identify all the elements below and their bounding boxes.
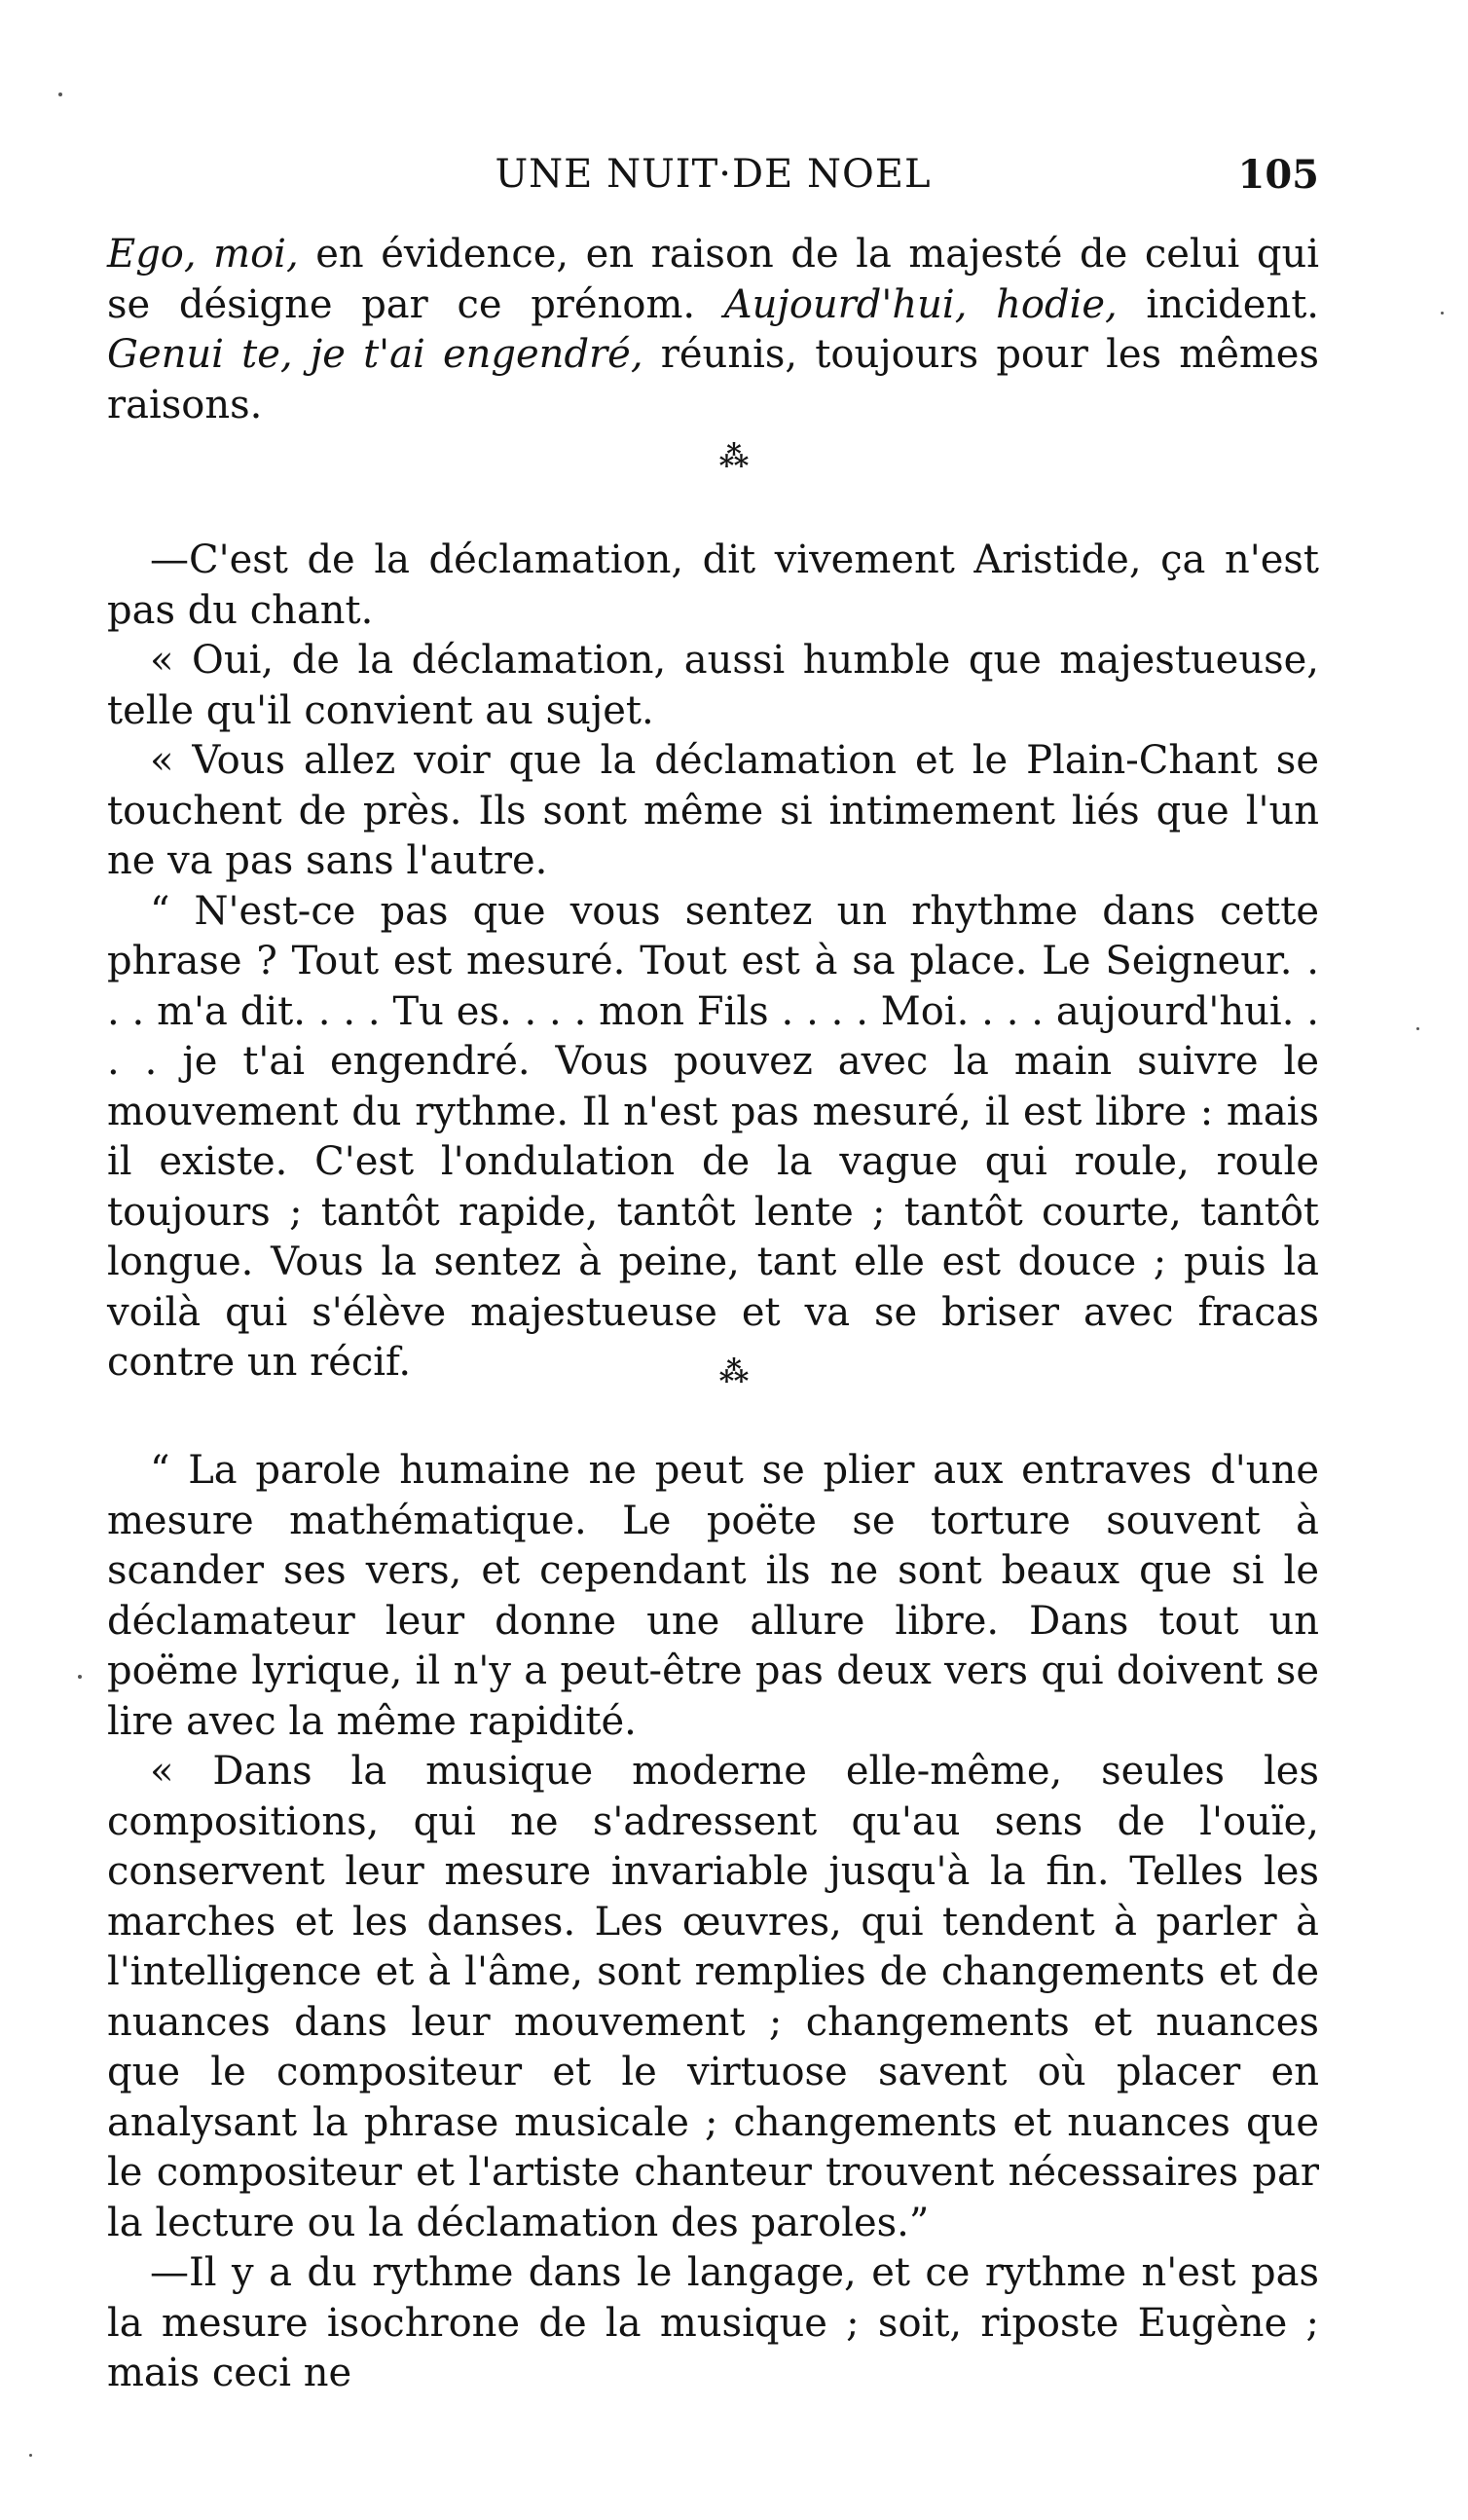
paragraph: —C'est de la déclamation, dit vivement Aristide, ça n'est pas du chant. bbox=[107, 537, 1319, 633]
section-3 bbox=[107, 1446, 1319, 2399]
scan-speck bbox=[58, 93, 62, 96]
scan-speck bbox=[1416, 1027, 1419, 1030]
paragraph: “ La parole humaine ne peut se plier aux entraves d'une mesure mathématique. Le poëte se torture souvent à scander ses vers, et cependant ils ne sont beaux que si le déclamateur leur donne une allure libre. Dans tout un poëme lyrique, il n'y a peut-être pas deux vers qui doivent se lire avec la même rapidité. bbox=[107, 1448, 1319, 1744]
section-divider-asterism: ⁂ bbox=[718, 440, 750, 474]
paragraph: —Il y a du rythme dans le langage, et ce rythme n'est pas la mesure isochrone de la musique ; soit, riposte Eugène ; mais ceci ne bbox=[107, 2250, 1319, 2395]
paragraph: « Oui, de la déclamation, aussi humble que majestueuse, telle qu'il convient au sujet. bbox=[107, 638, 1319, 733]
italic-phrase: Ego, moi, bbox=[107, 232, 299, 277]
paragraph: “ N'est-ce pas que vous sentez un rhythme dans cette phrase ? Tout est mesuré. Tout est à sa place. Le Seigneur. . . . m'a dit. . . . Tu es. . . . mon Fils . . . . Moi. . . . aujourd'hui. . . . je t'ai engendré. Vous pouvez avec la main suivre le mouvement du rythme. Il n'est pas mesuré, il est libre : mais il existe. C'est l'ondulation de la vague qui roule, roule toujours ; tantôt rapide, tantôt lente ; tantôt courte, tantôt longue. Vous la sentez à peine, tant elle est douce ; puis la voilà qui s'élève majestueuse et va se briser avec fracas contre un récif. bbox=[107, 888, 1319, 1385]
section-1 bbox=[107, 230, 1319, 430]
italic-phrase: Genui te, je t'ai engendré, bbox=[107, 332, 643, 377]
section-2 bbox=[107, 536, 1319, 1389]
page-number: 105 bbox=[1237, 152, 1319, 198]
text-run: incident. bbox=[1117, 281, 1320, 327]
scan-speck bbox=[78, 1675, 82, 1679]
text-run: réunis, toujours pour les mêmes raisons. bbox=[107, 332, 1319, 427]
section-divider-asterism: ⁂ bbox=[718, 1355, 750, 1390]
scan-speck bbox=[29, 2454, 32, 2457]
paragraph: « Vous allez voir que la déclamation et le Plain-Chant se touchent de près. Ils sont même si intimement liés que l'un ne va pas sans l'autre. bbox=[107, 738, 1319, 883]
running-title: UNE NUIT·DE NOEL bbox=[495, 152, 932, 197]
paragraph bbox=[107, 230, 1319, 430]
page-header bbox=[107, 146, 1319, 204]
paragraph: « Dans la musique moderne elle-même, seules les compositions, qui ne s'adressent qu'au sens de l'ouïe, conservent leur mesure invariable jusqu'à la fin. Telles les marches et les danses. Les œuvres, qui tendent à parler à l'intelligence et à l'âme, sont remplies de changements et de nuances dans leur mouvement ; changements et nuances que le compositeur et le virtuose savent où placer en analysant la phrase musicale ; changements et nuances que le compositeur et l'artiste chanteur trouvent nécessaires par la lecture ou la déclamation des paroles.” bbox=[107, 1749, 1319, 2245]
scan-speck bbox=[1441, 312, 1444, 315]
italic-phrase: Aujourd'hui, hodie, bbox=[723, 281, 1118, 327]
text-run: en évidence, en raison de la majesté de celui qui se désigne par ce prénom. bbox=[107, 232, 1319, 327]
